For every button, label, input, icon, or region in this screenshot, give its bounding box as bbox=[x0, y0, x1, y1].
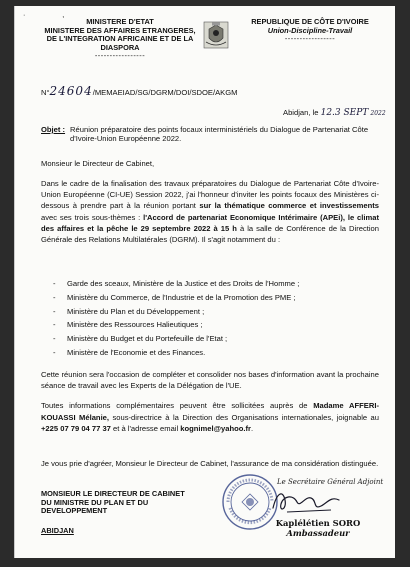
salutation: Monsieur le Directeur de Cabinet, bbox=[41, 159, 155, 168]
paragraph-invitation bbox=[41, 178, 379, 245]
scan-marks: · , bbox=[23, 12, 65, 19]
contact-name: Madame AFFERI-KOUASSI Mélanie, bbox=[41, 401, 379, 422]
signatory-block bbox=[273, 519, 363, 538]
recipient-block bbox=[41, 490, 191, 516]
ministry-line: DE L'INTEGRATION AFRICAINE ET DE LA bbox=[46, 34, 194, 44]
paragraph-text: . bbox=[251, 424, 254, 434]
national-motto: Union-Discipline-Travail bbox=[267, 25, 353, 35]
paragraph-purpose: Cette réunion sera l'occasion de compléter et consolider nos bases d'information avant la prochaine séance de travail avec les Experts de la Délégation de l'UE. bbox=[41, 370, 379, 390]
reference-prefix: N° bbox=[41, 88, 50, 97]
paragraph-text: sous-directrice à la Direction des Organisations internationales, joignable au bbox=[109, 412, 380, 422]
reference-number bbox=[41, 84, 237, 98]
header-separator: ----------------- bbox=[284, 34, 336, 44]
country-name: REPUBLIQUE DE CÔTE D'IVOIRE bbox=[251, 17, 369, 26]
paragraph-text: avec ses trois sous-thèmes : bbox=[41, 212, 144, 222]
date-prefix: Abidjan, le bbox=[283, 108, 319, 117]
paragraph-text: Dans le cadre de la finalisation des travaux préparatoires du Dialogue de Partenariat Côte d'Ivoire-Union Européenne (CI-UE) Session 2022, j'ai l'honneur d'inviter les points focaux des Ministères ci-dessous à prendre part à la réunion portant bbox=[41, 179, 379, 211]
ministry-line: DIASPORA bbox=[100, 42, 140, 52]
document-page bbox=[14, 6, 395, 558]
subject-line bbox=[41, 125, 371, 143]
list-item: - Ministère des Ressources Halieutiques ; bbox=[53, 318, 373, 332]
contact-email: kognimel@yahoo.fr bbox=[180, 424, 251, 434]
ministry-header bbox=[27, 18, 213, 61]
signatory-title: Le Secrétaire Général Adjoint bbox=[277, 478, 384, 486]
republic-header bbox=[235, 18, 385, 44]
reference-handwritten-number: 24604 bbox=[49, 84, 93, 98]
ministry-line: MINISTERE DES AFFAIRES ETRANGERES, bbox=[44, 25, 196, 35]
list-item: - Ministère de l'Economie et des Finances. bbox=[53, 346, 373, 360]
subject-label: Objet : bbox=[41, 125, 66, 134]
ministry-list bbox=[53, 277, 373, 360]
recipient-city: ABIDJAN bbox=[41, 526, 74, 535]
list-item: - Garde des sceaux, Ministère de la Justice et des Droits de l'Homme ; bbox=[53, 277, 373, 291]
list-item: - Ministère du Budget et du Portefeuille de l'Etat ; bbox=[53, 332, 373, 346]
recipient-line: DEVELOPPEMENT bbox=[41, 506, 108, 516]
signatory-role: Ambassadeur bbox=[286, 527, 350, 538]
date-handwritten-year: 2022 bbox=[370, 110, 386, 117]
paragraph-bold: sur la thématique commerce et investissements bbox=[199, 201, 379, 211]
recipient-line: MONSIEUR LE DIRECTEUR DE CABINET bbox=[41, 489, 185, 498]
paragraph-bold: l'Accord de partenariat Economique Intérimaire (APEi), le climat des affaires et la pêche le 29 septembre 2022 à 15 h bbox=[41, 212, 379, 233]
date-handwritten: 12.3 SEPT bbox=[320, 108, 369, 118]
letter-date bbox=[283, 108, 386, 118]
list-item: - Ministère du Plan et du Développement ; bbox=[53, 305, 373, 319]
ministry-line: MINISTERE D'ETAT bbox=[86, 17, 154, 26]
handwritten-signature-icon bbox=[267, 486, 345, 518]
list-item: - Ministère du Commerce, de l'Industrie et de la Promotion des PME ; bbox=[53, 291, 373, 305]
coat-of-arms-icon bbox=[203, 20, 229, 50]
paragraph-text: et à l'adresse email bbox=[110, 424, 181, 434]
recipient-line: DU MINISTRE DU PLAN ET DU bbox=[41, 497, 149, 507]
subject-text: Réunion préparatoire des points focaux interministériels du Dialogue de Partenariat Côte d'Ivoire-Union Européenne 2022. bbox=[70, 125, 369, 144]
contact-phone: +225 07 79 04 77 37 bbox=[41, 424, 111, 434]
paragraph-text: à la salle de Conférence de la Direction Générale des Relations Multilatérales (DGRM). Il s'agit notamment du : bbox=[41, 223, 380, 245]
paragraph-contact bbox=[41, 400, 379, 435]
signatory-name: Kaplélétien SORO bbox=[275, 518, 361, 528]
reference-suffix: /MEMAEIAD/SG/DGRM/DOI/SDOE/AKGM bbox=[92, 88, 238, 97]
header-separator: ----------------- bbox=[94, 51, 146, 61]
paragraph-closing: Je vous prie d'agréer, Monsieur le Directeur de Cabinet, l'assurance de ma considération distinguée. bbox=[41, 459, 379, 468]
paragraph-text: Toutes informations complémentaires peuvent être sollicitées auprès de bbox=[41, 401, 314, 410]
